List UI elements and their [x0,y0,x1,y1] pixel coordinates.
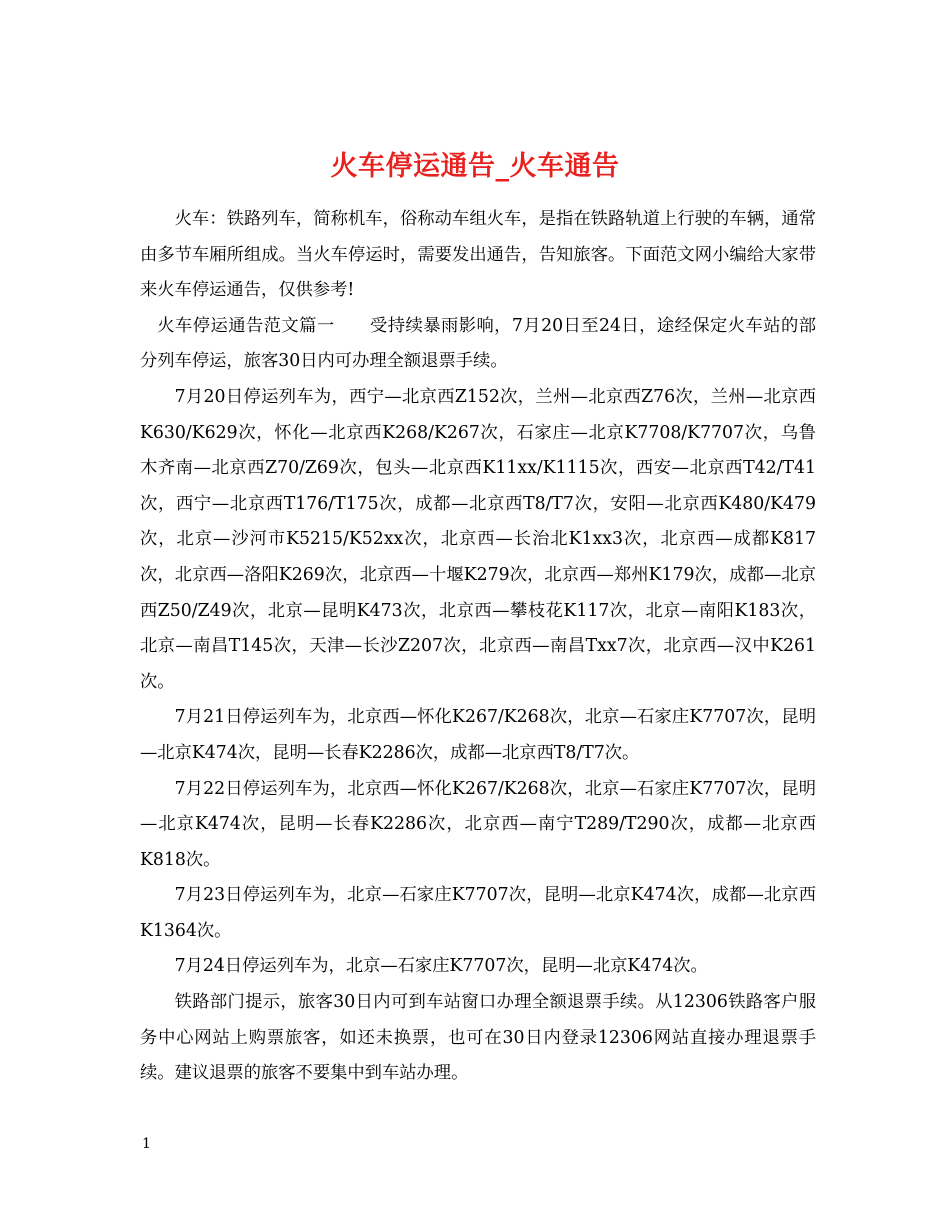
paragraph-july-22: 7月22日停运列车为，北京西—怀化K267/K268次，北京—石家庄K7707次，昆明—北京K474次，昆明—长春K2286次，北京西—南宁T289/T290次，成都—北京西K818次。 [140,778,816,870]
paragraph-intro: 火车：铁路列车，简称机车，俗称动车组火车，是指在铁路轨道上行驶的车辆，通常由多节车厢所组成。当火车停运时，需要发出通告，告知旅客。下面范文网小编给大家带来火车停运通告，仅供参考! [140,209,816,301]
document-body [140,202,816,1092]
paragraph-notice-summary: 火车停运通告范文篇一 受持续暴雨影响，7月20日至24日，途经保定火车站的部分列车停运，旅客30日内可办理全额退票手续。 [140,315,816,372]
page-number: 1 [142,1136,151,1152]
paragraph-refund-tips: 铁路部门提示，旅客30日内可到车站窗口办理全额退票手续。从12306铁路客户服务中心网站上购票旅客，如还未换票，也可在30日内登录12306网站直接办理退票手续。建议退票的旅客不要集中到车站办理。 [140,992,816,1084]
paragraph-july-21: 7月21日停运列车为，北京西—怀化K267/K268次，北京—石家庄K7707次，昆明—北京K474次，昆明—长春K2286次，成都—北京西T8/T7次。 [140,707,816,763]
paragraph-july-24: 7月24日停运列车为，北京—石家庄K7707次，昆明—北京K474次。 [174,956,708,977]
document-title: 火车停运通告_火车通告 [330,151,620,183]
paragraph-july-20: 7月20日停运列车为，西宁—北京西Z152次，兰州—北京西Z76次，兰州—北京西K630/K629次，怀化—北京西K268/K267次，石家庄—北京K7708/K7707次，乌鲁木齐南—北京西Z70/Z69次，包头—北京西K11xx/K1115次，西安—北京西T42/T41次，西宁—北京西T176/T175次，成都—北京西T8/T7次，安阳—北京西K480/K479次，北京—沙河市K5215/K52xx次，北京西—长治北K1xx3次，北京西—成都K817次，北京西—洛阳K269次，北京西—十堰K279次，北京西—郑州K179次，成都—北京西Z50/Z49次，北京—昆明K473次，北京西—攀枝花K117次，北京—南阳K183次，北京—南昌T145次，天津—长沙Z207次，北京西—南昌Txx7次，北京西—汉中K261次。 [140,386,816,692]
paragraph-july-23: 7月23日停运列车为，北京—石家庄K7707次，昆明—北京K474次，成都—北京西K1364次。 [140,885,816,941]
